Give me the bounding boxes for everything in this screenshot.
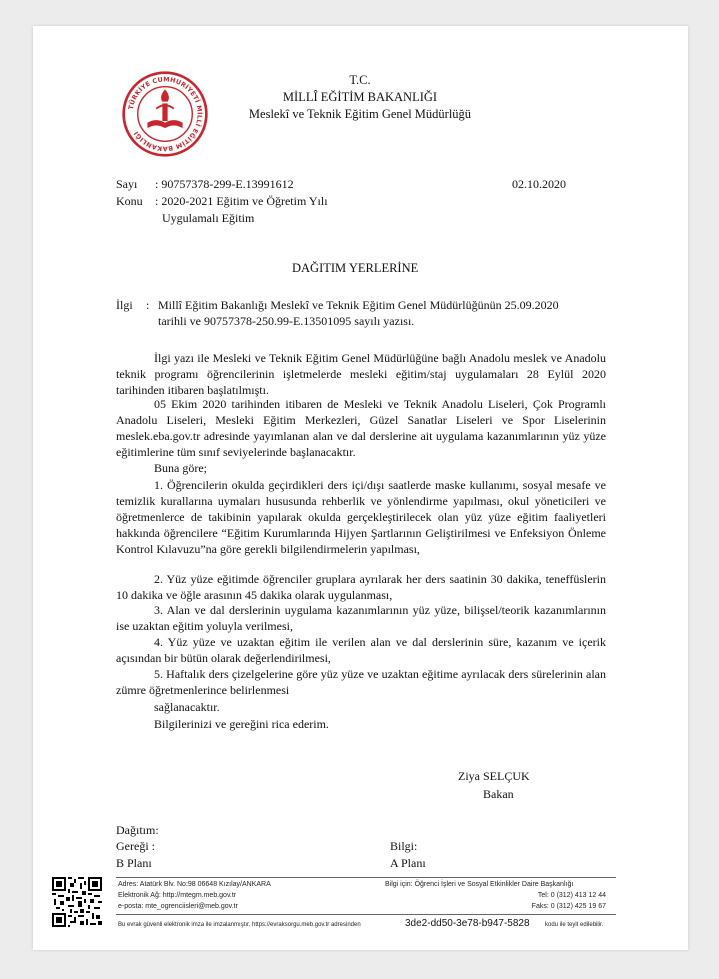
footer-email: e-posta: mte_ogrenciisleri@meb.gov.tr — [118, 903, 238, 910]
distribution-gereg-label: Gereği : — [116, 839, 155, 853]
distribution-label: Dağıtım: — [116, 823, 159, 837]
footer-fax: Faks: 0 (312) 425 19 67 — [531, 903, 606, 910]
list-item-2: 2. Yüz yüze eğitimde öğrenciler gruplara ayrılarak her ders saatinin 30 dakika, teneffüslerin 10 dakika ve öğle arasının 45 dakika olarak uygulanması, — [116, 572, 606, 602]
footer-divider-top — [116, 877, 616, 878]
header-directorate: Meslekî ve Teknik Eğitim Genel Müdürlüğü — [248, 107, 472, 121]
footer-address: Adres: Atatürk Blv. No:98 06648 Kızılay/ANKARA — [118, 881, 271, 888]
paragraph-buna-gore: Buna göre; — [154, 461, 207, 475]
signer-name: Ziya SELÇUK — [458, 769, 530, 783]
ilgi-line1: Millî Eğitim Bakanlığı Meslekî ve Teknik Eğitim Genel Müdürlüğünün 25.09.2020 — [158, 298, 559, 312]
paragraph-1: İlgi yazı ile Mesleki ve Teknik Eğitim Genel Müdürlüğüne bağlı Anadolu meslek ve Anadolu teknik programı öğrencilerinin işletmelerde mesleki eğitim/staj uygulamaları 28 Eylül 2020 tarihinden itibaren başlatılmıştı. — [116, 351, 606, 397]
footer-verify-suffix: kodu ile teyit edilebilir. — [545, 922, 604, 928]
ilgi-label: İlgi — [116, 298, 133, 312]
list-item-1: 1. Öğrencilerin okulda geçirdikleri ders içi/dışı saatlerde maske kullanımı, sosyal mesafe ve temizlik kurallarına uymaları hususunda rehberlik ve yönlendirme yapılması, okul yöneticileri ve öğretmenlerce de takibinin yapılarak okulda gerçekleştirilecek olan yüz yüze eğitim faaliyetleri hakkında öğrencilere “Eğitim Kurumlarında Hijyen Şartlarının Geliştirilmesi ve Enfeksiyon Önleme Kontrol Kılavuzu”na göre gerekli bilgilendirmelerin yapılması, — [116, 478, 606, 556]
footer-tel: Tel: 0 (312) 413 12 44 — [537, 892, 606, 899]
paragraph-saglanacaktir: sağlanacaktır. — [154, 700, 220, 714]
sayi-label: Sayı — [116, 177, 138, 191]
konu-value-line1: : 2020-2021 Eğitim ve Öğretim Yılı — [155, 194, 328, 208]
ilgi-line2: tarihli ve 90757378-250.99-E.13501095 sayılı yazısı. — [158, 314, 415, 328]
list-item-4: 4. Yüz yüze ve uzaktan eğitim ile verilen alan ve dal derslerinin süre, kazanım ve içerik açısından bir bütün olarak değerlendirilmesi, — [116, 635, 606, 665]
footer-web: Elektronik Ağ: http://mtegm.meb.gov.tr — [118, 892, 237, 899]
distribution-gereg-value: B Planı — [116, 856, 152, 870]
signer-title: Bakan — [483, 787, 514, 801]
footer-verify-text: Bu evrak güvenli elektronik imza ile imzalanmıştır. https://evraksorgu.meb.gov.tr adresinden — [118, 922, 361, 928]
footer-verify-code: 3de2-dd50-3e78-b947-5828 — [405, 918, 530, 929]
seal-ring-text: TÜRKİYE CUMHURİYETİ MİLLÎ EĞİTİM BAKANLIĞI — [127, 76, 203, 152]
konu-value-line2: Uygulamalı Eğitim — [162, 211, 255, 225]
distribution-bilgi-value: A Planı — [390, 856, 426, 870]
qr-code-icon — [52, 877, 102, 927]
list-item-3: 3. Alan ve dal derslerinin uygulama kazanımlarının yüz yüze, bilişsel/teorik kazanımlarının ise uzaktan eğitim yoluyla verilmesi, — [116, 603, 606, 633]
ilgi-colon: : — [146, 298, 150, 312]
footer-info-contact: Bilgi için: Öğrenci İşleri ve Sosyal Etkinlikler Daire Başkanlığı — [385, 881, 574, 888]
footer-divider-bottom — [116, 914, 616, 915]
document-date: 02.10.2020 — [512, 177, 566, 191]
header-ministry: MİLLÎ EĞİTİM BAKANLIĞI — [282, 90, 438, 104]
paragraph-closing: Bilgilerinizi ve gereğini rica ederim. — [154, 717, 329, 731]
distribution-bilgi-label: Bilgi: — [390, 839, 418, 853]
addressee: DAĞITIM YERLERİNE — [292, 261, 419, 275]
list-item-5: 5. Haftalık ders çizelgelerine göre yüz yüze ve uzaktan eğitime ayrılacak ders sürelerinin alan zümre öğretmenlerince belirlenmesi — [116, 667, 606, 697]
paragraph-2: 05 Ekim 2020 tarihinden itibaren de Mesleki ve Teknik Anadolu Liseleri, Çok Programlı Anadolu Liseleri, Mesleki Eğitim Merkezleri, Güzel Sanatlar Liseleri ve Spor Liselerinin meslek.eba.gov.tr adresinde yayımlanan alan ve dal derslerine ait uygulama kazanımlarının yüz yüze eğitimlerine tüm sınıf seviyelerinde başlanacaktır. — [116, 397, 606, 459]
header-tc: T.C. — [349, 73, 371, 87]
sayi-value: : 90757378-299-E.13991612 — [155, 177, 294, 191]
ministry-seal-logo — [121, 70, 209, 158]
konu-label: Konu — [116, 194, 143, 208]
